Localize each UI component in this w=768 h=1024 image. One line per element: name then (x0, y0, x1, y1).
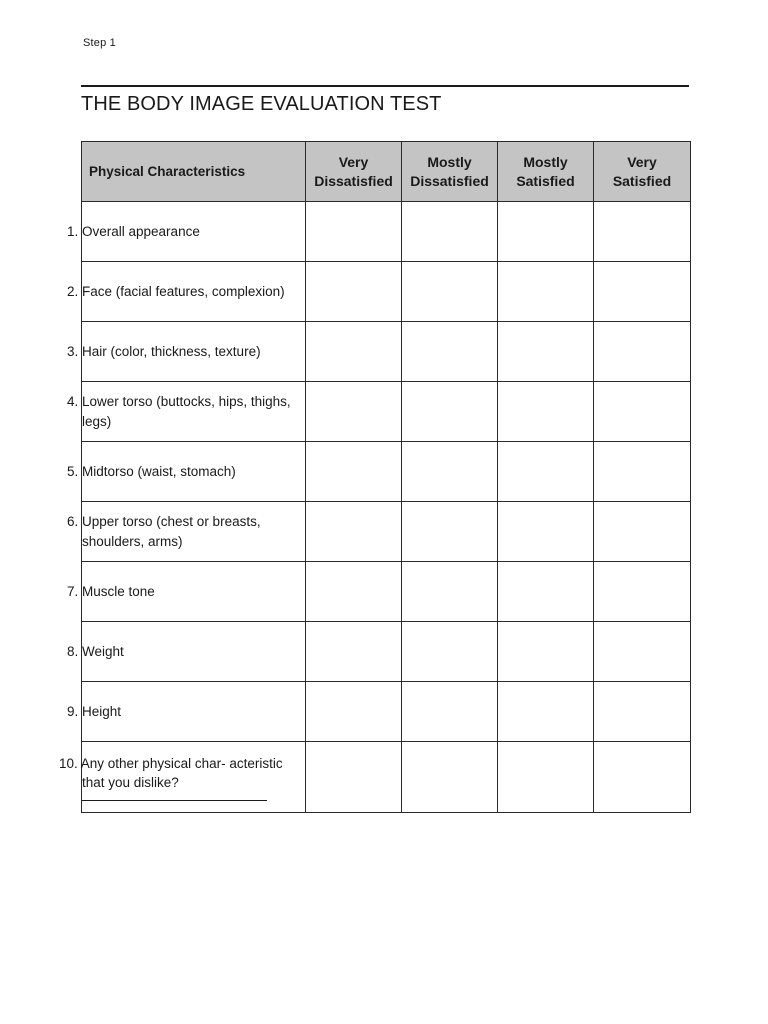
header-very-dissatisfied (306, 142, 402, 202)
table-row (82, 442, 691, 502)
table-row (82, 322, 691, 382)
rating-cell-mostly-dissatisfied[interactable] (402, 562, 498, 622)
rating-cell-very-satisfied[interactable] (594, 622, 691, 682)
rating-cell-mostly-satisfied[interactable] (498, 322, 594, 382)
header-line: Dissatisfied (410, 172, 489, 189)
header-mostly-dissatisfied (402, 142, 498, 202)
item-other-characteristic-text: 10. Any other physical char- acteristic that you dislike? (59, 755, 283, 790)
rating-cell-very-dissatisfied[interactable] (306, 262, 402, 322)
rating-cell-very-dissatisfied[interactable] (306, 322, 402, 382)
step-label: Step 1 (83, 37, 117, 49)
rating-cell-mostly-satisfied[interactable] (498, 442, 594, 502)
header-line: Very (627, 153, 657, 170)
table-row (82, 742, 691, 813)
rating-cell-very-satisfied[interactable] (594, 322, 691, 382)
header-line: Satisfied (612, 172, 672, 189)
table-row (82, 502, 691, 562)
table-row (82, 622, 691, 682)
rating-cell-very-dissatisfied[interactable] (306, 202, 402, 262)
rating-cell-mostly-dissatisfied[interactable] (402, 202, 498, 262)
rating-cell-mostly-satisfied[interactable] (498, 382, 594, 442)
rating-cell-mostly-satisfied[interactable] (498, 742, 594, 813)
rating-cell-very-satisfied[interactable] (594, 562, 691, 622)
item-upper-torso: 6. Upper torso (chest or breasts, shoulders, arms) (82, 502, 306, 562)
item-lower-torso: 4. Lower torso (buttocks, hips, thighs, legs) (82, 382, 306, 442)
rating-cell-very-satisfied[interactable] (594, 202, 691, 262)
item-height: 9. Height (82, 682, 306, 742)
item-weight: 8. Weight (82, 622, 306, 682)
table-header-row (82, 142, 691, 202)
rating-cell-very-dissatisfied[interactable] (306, 622, 402, 682)
page-title: THE BODY IMAGE EVALUATION TEST (81, 93, 442, 115)
header-line: Very (338, 153, 369, 170)
table-row (82, 682, 691, 742)
rating-cell-mostly-satisfied[interactable] (498, 262, 594, 322)
rating-cell-very-dissatisfied[interactable] (306, 442, 402, 502)
item-midtorso: 5. Midtorso (waist, stomach) (82, 442, 306, 502)
rating-cell-very-satisfied[interactable] (594, 682, 691, 742)
item-overall-appearance: 1. Overall appearance (82, 202, 306, 262)
rating-cell-very-dissatisfied[interactable] (306, 742, 402, 813)
item-muscle-tone: 7. Muscle tone (82, 562, 306, 622)
table-row (82, 562, 691, 622)
rating-cell-mostly-dissatisfied[interactable] (402, 742, 498, 813)
rating-cell-mostly-satisfied[interactable] (498, 562, 594, 622)
header-very-satisfied (594, 142, 691, 202)
rating-cell-mostly-satisfied[interactable] (498, 202, 594, 262)
rating-cell-mostly-dissatisfied[interactable] (402, 382, 498, 442)
rating-cell-mostly-dissatisfied[interactable] (402, 622, 498, 682)
rating-cell-mostly-dissatisfied[interactable] (402, 442, 498, 502)
header-line: Dissatisfied (314, 172, 393, 189)
rating-cell-very-dissatisfied[interactable] (306, 562, 402, 622)
rating-cell-very-dissatisfied[interactable] (306, 682, 402, 742)
item-other-characteristic (59, 742, 306, 813)
rating-cell-mostly-dissatisfied[interactable] (402, 682, 498, 742)
title-rule (81, 85, 689, 87)
header-physical-characteristics: Physical Characteristics (82, 142, 306, 202)
evaluation-table (59, 141, 691, 813)
rating-cell-very-satisfied[interactable] (594, 742, 691, 813)
header-line: Mostly (523, 153, 568, 170)
header-mostly-satisfied (498, 142, 594, 202)
header-line: Mostly (427, 153, 472, 170)
rating-cell-mostly-satisfied[interactable] (498, 682, 594, 742)
header-line: Satisfied (516, 172, 575, 189)
rating-cell-very-satisfied[interactable] (594, 502, 691, 562)
rating-cell-very-dissatisfied[interactable] (306, 382, 402, 442)
rating-cell-mostly-dissatisfied[interactable] (402, 322, 498, 382)
item-hair: 3. Hair (color, thickness, texture) (82, 322, 306, 382)
rating-cell-very-satisfied[interactable] (594, 442, 691, 502)
rating-cell-mostly-satisfied[interactable] (498, 502, 594, 562)
item-face: 2. Face (facial features, complexion) (82, 262, 306, 322)
rating-cell-very-satisfied[interactable] (594, 262, 691, 322)
table-row (82, 382, 691, 442)
table-row (82, 262, 691, 322)
table-row (82, 202, 691, 262)
rating-cell-mostly-dissatisfied[interactable] (402, 262, 498, 322)
rating-cell-very-dissatisfied[interactable] (306, 502, 402, 562)
rating-cell-very-satisfied[interactable] (594, 382, 691, 442)
rating-cell-mostly-dissatisfied[interactable] (402, 502, 498, 562)
rating-cell-mostly-satisfied[interactable] (498, 622, 594, 682)
write-in-line[interactable] (82, 800, 267, 801)
